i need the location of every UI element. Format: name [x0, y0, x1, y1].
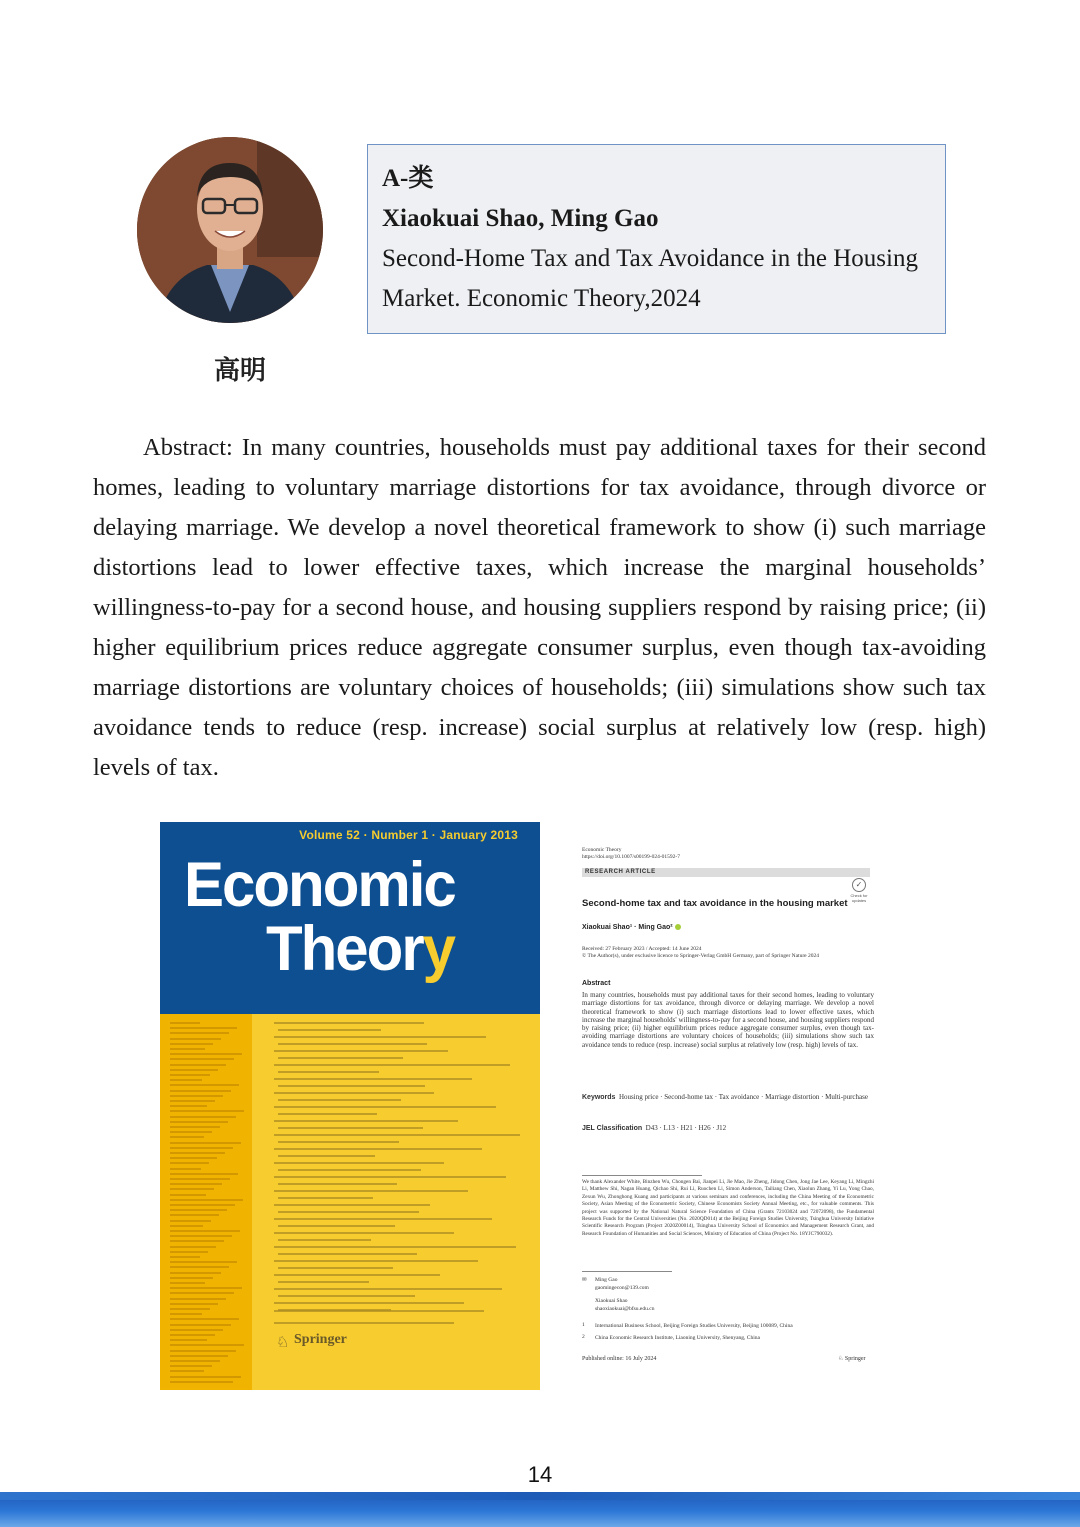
cover-sidebar-line — [170, 1370, 204, 1372]
cover-contents-line — [278, 1295, 415, 1297]
cover-sidebar-line — [170, 1022, 200, 1024]
cover-sidebar-line — [170, 1027, 237, 1029]
cover-contents-line — [274, 1162, 444, 1164]
cover-contents-line — [278, 1253, 417, 1255]
paper-abstract-heading: Abstract — [582, 980, 611, 987]
cover-contents-line — [278, 1071, 379, 1073]
cover-contents-line — [278, 1127, 423, 1129]
cover-sidebar-line — [170, 1069, 218, 1071]
cover-title-line-1: Economic — [184, 849, 455, 920]
paper-published-date: Published online: 16 July 2024 — [582, 1356, 657, 1362]
cover-contents-line — [278, 1183, 397, 1185]
paper-section: RESEARCH ARTICLE — [582, 868, 870, 877]
cover-title-line-2a: Theor — [266, 913, 423, 984]
paper-publisher — [838, 1356, 866, 1363]
cover-sidebar-line — [170, 1251, 208, 1253]
cover-sidebar-line — [170, 1168, 201, 1170]
cover-sidebar-line — [170, 1272, 221, 1274]
cover-contents-line — [274, 1204, 430, 1206]
cover-contents-line — [274, 1148, 482, 1150]
paper-keywords-text: Housing price · Second-home tax · Tax avoidance · Marriage distortion · Multi-purchase — [618, 1093, 868, 1101]
cover-contents-line — [274, 1078, 472, 1080]
cover-contents-line — [278, 1211, 419, 1213]
check-badge-label: Check for updates — [850, 893, 868, 903]
cover-sidebar-line — [170, 1038, 221, 1040]
paper-abstract-text: In many countries, households must pay additional taxes for their second homes, leading to voluntary marriage distortions for tax avoidance, through divorce or delaying marriage. We develop a novel theoretical framework to show (i) such marriage distortions lead to lower effective taxes, which increase the marginal households' willingness-to-pay for a second house, and housing suppliers respond by raising price; (ii) higher equilibrium prices reduce aggregate consumer surplus, even though tax-avoiding marriage distortions are voluntary choices of households; (iii) simulations show such tax avoidance tends to reduce (resp. increase) social surplus at relatively low (resp. high) levels of tax. — [582, 991, 874, 1049]
cover-contents-line — [274, 1218, 492, 1220]
paper-authors-text: Xiaokuai Shao¹ · Ming Gao² — [582, 924, 673, 931]
paper-doi: https://doi.org/10.1007/s00199-024-01592-7 — [582, 854, 680, 860]
cover-sidebar-line — [170, 1230, 240, 1232]
springer-small-icon: ♘ — [838, 1356, 844, 1362]
cover-sidebar-line — [170, 1084, 239, 1086]
cover-sidebar-line — [170, 1292, 234, 1294]
cover-sidebar-line — [170, 1100, 215, 1102]
cover-contents-line — [274, 1190, 468, 1192]
cover-sidebar-line — [170, 1355, 228, 1357]
paper-publisher-text: Springer — [844, 1356, 866, 1362]
page-number: 14 — [527, 1462, 553, 1487]
envelope-icon: ✉ — [582, 1277, 587, 1283]
cover-sidebar-line — [170, 1095, 223, 1097]
cover-sidebar-line — [170, 1126, 220, 1128]
cover-contents-line — [278, 1057, 403, 1059]
cover-contents-line — [274, 1232, 454, 1234]
cover-contents-line — [278, 1169, 421, 1171]
abstract-paragraph — [93, 428, 986, 788]
paper-journal: Economic Theory — [582, 847, 622, 853]
paper-contact-rule — [582, 1271, 672, 1272]
cover-sidebar-line — [170, 1142, 241, 1144]
cover-sidebar-line — [170, 1318, 239, 1320]
cover-contents-line — [278, 1043, 427, 1045]
cover-sidebar-line — [170, 1261, 237, 1263]
cover-contents-line — [278, 1113, 377, 1115]
cover-sidebar-line — [170, 1360, 220, 1362]
paper-authors — [582, 924, 681, 931]
cover-contents-line — [274, 1106, 496, 1108]
cover-contents-line — [274, 1092, 434, 1094]
cover-contents-line — [274, 1022, 424, 1024]
cover-contents-line — [278, 1085, 425, 1087]
paper-contact1-email: gaomingecon@139.com — [595, 1285, 649, 1291]
cover-sidebar-line — [170, 1225, 203, 1227]
cover-sidebar-line — [170, 1178, 230, 1180]
cover-contents-line — [278, 1225, 395, 1227]
reference-title-line-2: Market. Economic Theory,2024 — [382, 285, 701, 312]
cover-contents-line — [274, 1302, 464, 1304]
cover-sidebar-line — [170, 1214, 219, 1216]
cover-sidebar-line — [170, 1136, 204, 1138]
cover-sidebar-line — [170, 1277, 213, 1279]
author-portrait-icon — [137, 137, 323, 323]
cover-footer-line — [274, 1322, 454, 1324]
cover-contents-line — [278, 1155, 375, 1157]
cover-sidebar-line — [170, 1152, 225, 1154]
cover-sidebar-line — [170, 1194, 206, 1196]
cover-sidebar-line — [170, 1240, 224, 1242]
orcid-icon — [675, 924, 681, 930]
cover-contents-line — [274, 1260, 478, 1262]
cover-sidebar-line — [170, 1053, 242, 1055]
springer-icon: ♘ — [276, 1335, 290, 1351]
reference-title-line-1: Second-Home Tax and Tax Avoidance in the Housing — [382, 245, 918, 272]
cover-contents-line — [278, 1197, 373, 1199]
cover-contents-line — [278, 1099, 401, 1101]
check-for-updates-badge — [846, 878, 872, 903]
cover-sidebar-line — [170, 1381, 233, 1383]
paper-footnote-rule — [582, 1175, 702, 1176]
cover-sidebar-line — [170, 1365, 212, 1367]
cover-footer-line — [274, 1310, 484, 1312]
cover-sidebar-line — [170, 1173, 238, 1175]
cover-title-line-2 — [266, 912, 454, 984]
cover-contents-line — [274, 1134, 520, 1136]
footer-band — [0, 1492, 1080, 1527]
cover-contents-line — [274, 1288, 502, 1290]
author-photo — [137, 137, 323, 323]
cover-contents-line — [274, 1064, 510, 1066]
cover-sidebar-line — [170, 1350, 236, 1352]
paper-jel-label: JEL Classification — [582, 1125, 643, 1132]
cover-contents-line — [274, 1274, 440, 1276]
paper-dates: Received: 27 February 2023 / Accepted: 14 June 2024 — [582, 946, 702, 952]
cover-contents-line — [274, 1176, 506, 1178]
cover-sidebar-line — [170, 1079, 202, 1081]
paper-contact2-email: shaoxiaokuai@bfsu.edu.cn — [595, 1306, 655, 1312]
cover-sidebar-line — [170, 1183, 222, 1185]
cover-sidebar-line — [170, 1090, 231, 1092]
cover-sidebar-line — [170, 1209, 227, 1211]
cover-contents-line — [274, 1050, 448, 1052]
cover-sidebar-line — [170, 1064, 226, 1066]
paper-jel — [582, 1124, 874, 1133]
journal-cover — [160, 822, 540, 1390]
paper-contact1-name: Ming Gao — [595, 1277, 618, 1283]
cover-sidebar-line — [170, 1246, 216, 1248]
cover-sidebar-line — [170, 1147, 233, 1149]
cover-sidebar-line — [170, 1131, 212, 1133]
author-name: 高明 — [213, 356, 266, 386]
cover-sidebar-line — [170, 1199, 243, 1201]
paper-title: Second-home tax and tax avoidance in the housing market — [582, 898, 848, 909]
cover-sidebar-line — [170, 1287, 242, 1289]
cover-contents-line — [278, 1239, 371, 1241]
cover-sidebar-line — [170, 1298, 226, 1300]
cover-contents-line — [278, 1267, 393, 1269]
check-icon: ✓ — [852, 878, 866, 892]
reference-category: A-类 — [382, 165, 434, 192]
cover-contents-line — [278, 1029, 381, 1031]
cover-sidebar-line — [170, 1303, 218, 1305]
cover-sidebar-line — [170, 1188, 214, 1190]
paper-affiliation-1: International Business School, Beijing Foreign Studies University, Beijing 100089, China — [595, 1323, 793, 1329]
cover-contents-line — [274, 1036, 486, 1038]
cover-sidebar-line — [170, 1235, 232, 1237]
cover-sidebar-line — [170, 1339, 207, 1341]
cover-sidebar-line — [170, 1308, 210, 1310]
paper-affiliation-2: China Economic Research Institute, Liaoning University, Shenyang, China — [595, 1335, 760, 1341]
cover-sidebar-line — [170, 1048, 205, 1050]
cover-sidebar-line — [170, 1334, 215, 1336]
paper-acknowledgement: We thank Alexander White, Binzhen Wu, Chongen Bai, Jianpei Li, Jie Mao, Jie Zheng, Jidong Chen, Jong Jae Lee, Keyang Li, Mingzhi Li, Matthew Shi, Nagan Huang, Qichao Shi, Rui Li, Ruochen Li, Simon Anderson, Tailiang Chen, Xiaolun Zhang, Yi Lu, Yong Chao, Zexun Wu, Zhonghong Kuang and participants at various seminars and conferences, including the China Meeting of the Econometric Society, Asian Meeting of the Econometric Society, Chinese Economists Society Annual Meeting, etc., for valuable comments. This project was supported by the National Natural Science Foundation of China (Grants 72103024 and 72072098), the Fundamental Research Funds for the Central Universities (No. 2020QD014) at the Beijing Foreign Studies University, Tsinghua University Initiative Scientific Research Program (Project 2020Z00014), Tsinghua University School of Economics and Management Research Grant, and Research Foundation of Humanities and Social Sciences, Ministry of Education of China (Project No. 18YJC790032). — [582, 1179, 874, 1237]
reference-box — [367, 144, 946, 334]
cover-sidebar-line — [170, 1162, 209, 1164]
cover-sidebar-line — [170, 1324, 231, 1326]
reference-authors: Xiaokuai Shao, Ming Gao — [382, 205, 659, 232]
cover-sidebar-line — [170, 1105, 207, 1107]
cover-contents-line — [278, 1141, 399, 1143]
cover-contents-line — [274, 1246, 516, 1248]
cover-sidebar-line — [170, 1282, 205, 1284]
cover-contents-line — [278, 1281, 369, 1283]
cover-sidebar-line — [170, 1058, 234, 1060]
cover-sidebar-line — [170, 1157, 217, 1159]
cover-title-line-2b: y — [422, 913, 455, 984]
cover-sidebar-line — [170, 1256, 200, 1258]
cover-sidebar-line — [170, 1266, 229, 1268]
paper-copyright: © The Author(s), under exclusive licence to Springer-Verlag GmbH Germany, part of Springer Nature 2024 — [582, 953, 819, 959]
cover-publisher: Springer — [294, 1332, 347, 1347]
cover-sidebar-line — [170, 1074, 210, 1076]
cover-sidebar-line — [170, 1329, 223, 1331]
cover-sidebar-line — [170, 1043, 213, 1045]
cover-sidebar-line — [170, 1121, 228, 1123]
abstract-text: Abstract: In many countries, households must pay additional taxes for their second homes, leading to voluntary marriage distortions for tax avoidance, through divorce or delaying marriage. We develop a novel theoretical framework to show (i) such marriage distortions lead to lower effective taxes, which increase the marginal households’ willingness-to-pay for a second house, and housing suppliers respond by raising price; (ii) higher equilibrium prices reduce aggregate consumer surplus, even though tax-avoiding marriage distortions are voluntary choices of households; (iii) simulations show such tax avoidance tends to reduce (resp. increase) social surplus at relatively low (resp. high) levels of tax. — [93, 434, 986, 781]
paper-keywords-label: Keywords — [582, 1094, 616, 1101]
cover-sidebar-line — [170, 1313, 202, 1315]
cover-volume: Volume 52 · Number 1 · January 2013 — [299, 828, 518, 842]
cover-sidebar-line — [170, 1116, 236, 1118]
cover-sidebar-line — [170, 1204, 235, 1206]
cover-sidebar-line — [170, 1220, 211, 1222]
cover-sidebar-line — [170, 1032, 229, 1034]
cover-contents-line — [274, 1120, 458, 1122]
paper-keywords — [582, 1093, 874, 1102]
paper-contact2-name: Xiaokuai Shao — [595, 1298, 628, 1304]
paper-first-page: Economic Theory https://doi.org/10.1007/s00199-024-01592-7 RESEARCH ARTICLE ✓ Check for updates Second-home tax and tax avoidance in the housing market Xiaokuai Shao¹ · Ming Gao² Received: 27 February 2023 / Accepted: 14 June 2024 © The Author(s), under exclusive licence to Springer-Verlag GmbH Germany, part of Springer Nature 2024 Abstract In many countries, households must pay additional taxes for their second homes, leading to voluntary marriage distortions for tax avoidance, through divorce or delaying marriage. We develop a novel theoretical framework to show (i) such marriage distortions lead to lower effective taxes, which increase the marginal households' willingness-to-pay for a second house, and housing suppliers respond by raising price; (ii) higher equilibrium prices reduce aggregate consumer surplus, even though tax-avoiding marriage distortions are voluntary choices of households; (iii) simulations show such tax avoidance tends to reduce (resp. increase) social surplus at relatively low (resp. high) levels of tax. Keywords Housing price · Second-home tax · Tax avoidance · Marriage distortion · Multi-purchase JEL Classification D43 · L13 · H21 · H26 · J12 We thank Alexander White, Binzhen Wu, Chongen Bai, Jianpei Li, Jie Mao, Jie Zheng, Jidong Chen, Jong Jae Lee, Keyang Li, Mingzhi Li, Matthew Shi, Nagan Huang, Qichao Shi, Rui Li, Ruochen Li, Simon Anderson, Tailiang Chen, Xiaolun Zhang, Yi Lu, Yong Chao, Zexun Wu, Zhonghong Kuang and participants at various seminars and conferences, including the China Meeting of the Econometric Society, Asian Meeting of the Econometric Society, Chinese Economists Society Annual Meeting, etc., for valuable comments. This project was supported by the National Natural Science Foundation of China (Grants 72103024 and 72072098), the Fundamental Research Funds for the Central Universities (No. 2020QD014) at the Beijing Foreign Studies University, Tsinghua University Initiative Scientific Research Program (Project 2020Z00014), Tsinghua University School of Economics and Management Research Grant, and Research Foundation of Humanities and Social Sciences, Ministry of Education of China (Project No. 18YJC790032). ✉ Ming Gao gaomingecon@139.com Xiaokuai Shao shaoxiaokuai@bfsu.edu.cn 1 International Business School, Beijing Foreign Studies University, Beijing 100089, China 2 China Economic Research Institute, Liaoning University, Shenyang, China Published online: 16 July 2024 ♘ Springer — [570, 835, 890, 1380]
paper-jel-text: D43 · L13 · H21 · H26 · J12 — [645, 1124, 727, 1132]
cover-sidebar-line — [170, 1344, 244, 1346]
cover-sidebar-line — [170, 1110, 244, 1112]
cover-sidebar-line — [170, 1376, 241, 1378]
